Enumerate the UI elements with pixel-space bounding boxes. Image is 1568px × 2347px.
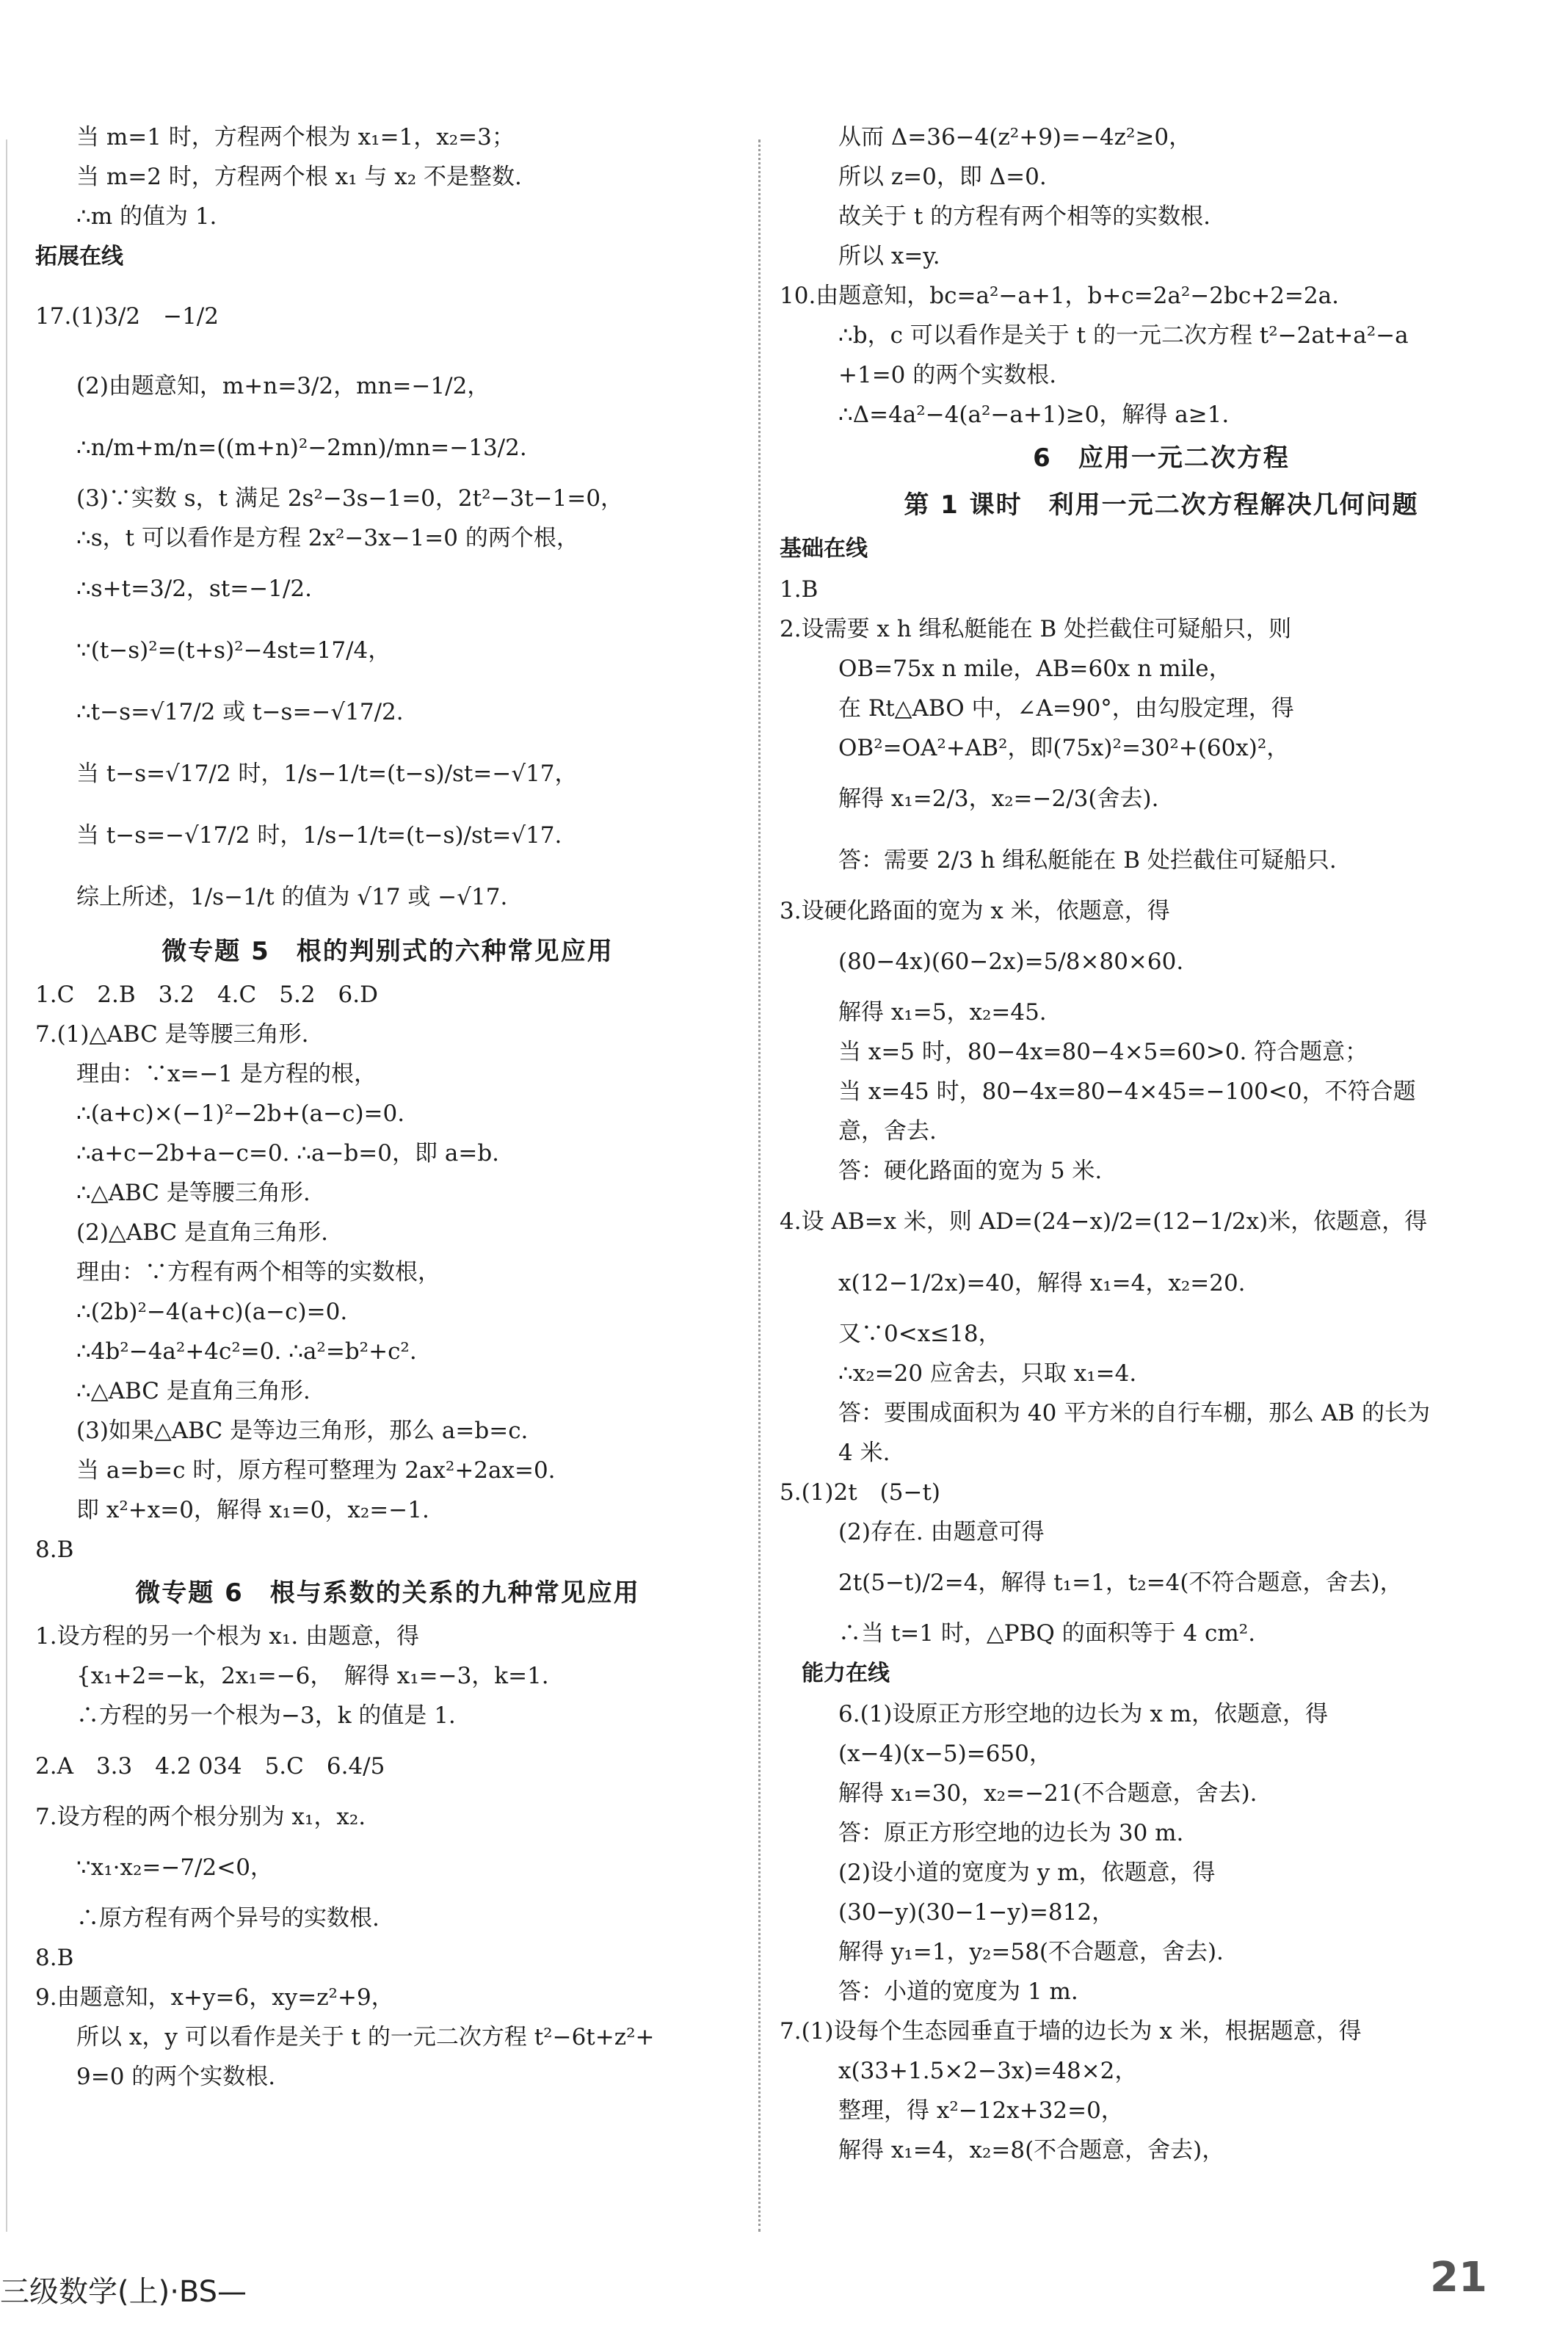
answer-line: ∴Δ=4a²−4(a²−a+1)≥0，解得 a≥1. (838, 402, 1230, 428)
answer-line: ∴(2b)²−4(a+c)(a−c)=0. (76, 1299, 348, 1325)
answer-line: 2t(5−t)/2=4，解得 t₁=1，t₂=4(不符合题意，舍去)， (838, 1570, 1403, 1596)
answer-line: ∴(a+c)×(−1)²−2b+(a−c)=0. (76, 1100, 405, 1127)
answer-line: {x₁+2=−k，2x₁=−6， 解得 x₁=−3，k=1. (76, 1663, 549, 1689)
answer-line: ∴方程的另一个根为−3，k 的值是 1. (76, 1702, 456, 1729)
answer-line: OB²=OA²+AB²，即(75x)²=30²+(60x)²， (838, 735, 1290, 761)
answer-line: (2)设小道的宽度为 y m，依题意，得 (838, 1860, 1216, 1886)
answer-line: ∴n/m+m/n=((m+n)²−2mn)/mn=−13/2. (76, 435, 527, 461)
answer-line: 当 x=45 时，80−4x=80−4×45=−100<0，不符合题 (838, 1078, 1416, 1105)
answer-line: (30−y)(30−1−y)=812， (838, 1899, 1115, 1926)
answer-line: (2)△ABC 是直角三角形. (76, 1219, 328, 1246)
answer-line: 当 m=1 时，方程两个根为 x₁=1，x₂=3； (76, 124, 515, 150)
page-number: 21 (1430, 2254, 1487, 2301)
answer-line: 所以 z=0，即 Δ=0. (838, 164, 1047, 190)
answer-line: 4 米. (838, 1440, 890, 1466)
section-heading: 基础在线 (780, 536, 868, 562)
answer-line: ∵x₁·x₂=−7/2<0， (76, 1854, 273, 1881)
answer-line: ∴△ABC 是等腰三角形. (76, 1180, 311, 1206)
answer-line: 5.(1)2t (5−t) (780, 1479, 941, 1506)
right-column (780, 117, 1543, 2170)
answer-line: 解得 x₁=5，x₂=45. (838, 999, 1047, 1026)
answer-line: 4.设 AB=x 米，则 AD=(24−x)/2=(12−1/2x)米，依题意，得 (780, 1208, 1428, 1235)
topic-heading: 第 1 课时 利用一元二次方程解决几何问题 (904, 490, 1419, 520)
answer-line: OB=75x n mile，AB=60x n mile， (838, 656, 1232, 682)
topic-heading: 6 应用一元二次方程 (1033, 443, 1290, 473)
answer-line: ∵(t−s)²=(t+s)²−4st=17/4， (76, 637, 391, 664)
answer-line: 即 x²+x=0，解得 x₁=0，x₂=−1. (76, 1497, 429, 1523)
answer-line: 2.设需要 x h 缉私艇能在 B 处拦截住可疑船只，则 (780, 616, 1292, 642)
answer-line: 10.由题意知，bc=a²−a+1，b+c=2a²−2bc+2=2a. (780, 283, 1339, 309)
answer-line: 6.(1)设原正方形空地的边长为 x m，依题意，得 (838, 1701, 1329, 1727)
answer-line: 17.(1)3/2 −1/2 (35, 303, 219, 330)
answer-line: 当 t−s=−√17/2 时，1/s−1/t=(t−s)/st=√17. (76, 822, 562, 849)
answer-line: ∴a+c−2b+a−c=0. ∴a−b=0，即 a=b. (76, 1140, 500, 1167)
answer-line: ∴当 t=1 时，△PBQ 的面积等于 4 cm². (838, 1620, 1256, 1647)
answer-line: 从而 Δ=36−4(z²+9)=−4z²≥0， (838, 124, 1192, 150)
answer-line: 答：小道的宽度为 1 m. (838, 1978, 1078, 2005)
answer-line: 当 x=5 时，80−4x=80−4×5=60>0. 符合题意； (838, 1039, 1368, 1065)
answer-line: 故关于 t 的方程有两个相等的实数根. (838, 203, 1211, 230)
answer-line: (2)存在. 由题意可得 (838, 1519, 1045, 1545)
left-column (35, 117, 740, 2097)
answer-line: 当 a=b=c 时，原方程可整理为 2ax²+2ax=0. (76, 1457, 556, 1484)
answer-line: 解得 x₁=2/3，x₂=−2/3(舍去). (838, 786, 1159, 812)
answer-line: 解得 x₁=30，x₂=−21(不合题意，舍去). (838, 1780, 1257, 1807)
answer-line: 理由：∵方程有两个相等的实数根， (76, 1259, 440, 1285)
answer-line: x(12−1/2x)=40，解得 x₁=4，x₂=20. (838, 1270, 1246, 1296)
answer-line: 答：需要 2/3 h 缉私艇能在 B 处拦截住可疑船只. (838, 847, 1337, 874)
answer-line: 答：硬化路面的宽为 5 米. (838, 1158, 1103, 1184)
answer-line: 9=0 的两个实数根. (76, 2064, 276, 2090)
answer-line: 8.B (35, 1537, 74, 1563)
answer-line: 7.(1)△ABC 是等腰三角形. (35, 1021, 309, 1048)
answer-line: ∴△ABC 是直角三角形. (76, 1378, 311, 1404)
answer-line: 又∵0<x≤18， (838, 1321, 1001, 1347)
answer-line: ∴t−s=√17/2 或 t−s=−√17/2. (76, 699, 404, 725)
column-divider (758, 139, 761, 2232)
answer-line: (x−4)(x−5)=650， (838, 1741, 1052, 1767)
answer-line: (80−4x)(60−2x)=5/8×80×60. (838, 948, 1184, 975)
answer-line: 1.设方程的另一个根为 x₁. 由题意，得 (35, 1623, 420, 1650)
answer-line: 1.B (780, 576, 819, 603)
answer-line: ∴x₂=20 应舍去，只取 x₁=4. (838, 1360, 1137, 1387)
answer-line: +1=0 的两个实数根. (838, 362, 1057, 388)
answer-line: 3.设硬化路面的宽为 x 米，依题意，得 (780, 898, 1170, 924)
answer-line: (2)由题意知，m+n=3/2，mn=−1/2， (76, 373, 490, 399)
section-heading: 能力在线 (780, 1661, 890, 1686)
answer-line: 整理，得 x²−12x+32=0， (838, 2097, 1124, 2124)
answer-line: x(33+1.5×2−3x)=48×2， (838, 2058, 1138, 2084)
answer-line: ∴s+t=3/2，st=−1/2. (76, 576, 312, 602)
answer-line: ∴b，c 可以看作是关于 t 的一元二次方程 t²−2at+a²−a (838, 322, 1409, 349)
answer-line: 答：原正方形空地的边长为 30 m. (838, 1820, 1184, 1846)
topic-heading: 微专题 5 根的判别式的六种常见应用 (161, 937, 614, 966)
answer-line: ∴4b²−4a²+4c²=0. ∴a²=b²+c². (76, 1338, 417, 1365)
answer-line: ∴原方程有两个异号的实数根. (76, 1905, 380, 1931)
answer-line: 1.C 2.B 3.2 4.C 5.2 6.D (35, 982, 378, 1008)
answer-line: 解得 y₁=1，y₂=58(不合题意，舍去). (838, 1939, 1224, 1965)
answer-line: 所以 x，y 可以看作是关于 t 的一元二次方程 t²−6t+z²+ (76, 2024, 655, 2050)
answer-line: 在 Rt△ABO 中，∠A=90°，由勾股定理，得 (838, 695, 1294, 722)
answer-line: 7.(1)设每个生态园垂直于墙的边长为 x 米，根据题意，得 (780, 2018, 1362, 2045)
answer-line: 7.设方程的两个根分别为 x₁，x₂. (35, 1804, 366, 1830)
answer-line: (3)∵实数 s，t 满足 2s²−3s−1=0，2t²−3t−1=0， (76, 485, 624, 512)
answer-line: 解得 x₁=4，x₂=8(不合题意，舍去)， (838, 2137, 1225, 2163)
answer-line: 意，舍去. (838, 1118, 937, 1145)
answer-line: 当 m=2 时，方程两个根 x₁ 与 x₂ 不是整数. (76, 164, 522, 190)
answer-line: 当 t−s=√17/2 时，1/s−1/t=(t−s)/st=−√17， (76, 761, 578, 787)
answer-line: 2.A 3.3 4.2 034 5.C 6.4/5 (35, 1753, 385, 1780)
answer-line: ∴s，t 可以看作是方程 2x²−3x−1=0 的两个根， (76, 525, 579, 551)
answer-line: ∴m 的值为 1. (76, 203, 217, 230)
answer-line: 8.B (35, 1945, 74, 1971)
answer-line: 所以 x=y. (838, 243, 940, 269)
book-footer-label: 三级数学(上)·BS— (0, 2275, 247, 2309)
left-binding-edge (6, 139, 7, 2232)
answer-line: (3)如果△ABC 是等边三角形，那么 a=b=c. (76, 1418, 529, 1444)
answer-line: 综上所述，1/s−1/t 的值为 √17 或 −√17. (76, 884, 508, 910)
answer-line: 理由：∵x=−1 是方程的根， (76, 1061, 377, 1087)
answer-line: 答：要围成面积为 40 平方米的自行车棚，那么 AB 的长为 (838, 1400, 1431, 1426)
section-heading: 拓展在线 (35, 244, 123, 269)
topic-heading: 微专题 6 根与系数的关系的九种常见应用 (135, 1578, 640, 1608)
answer-line: 9.由题意知，x+y=6，xy=z²+9， (35, 1984, 394, 2011)
